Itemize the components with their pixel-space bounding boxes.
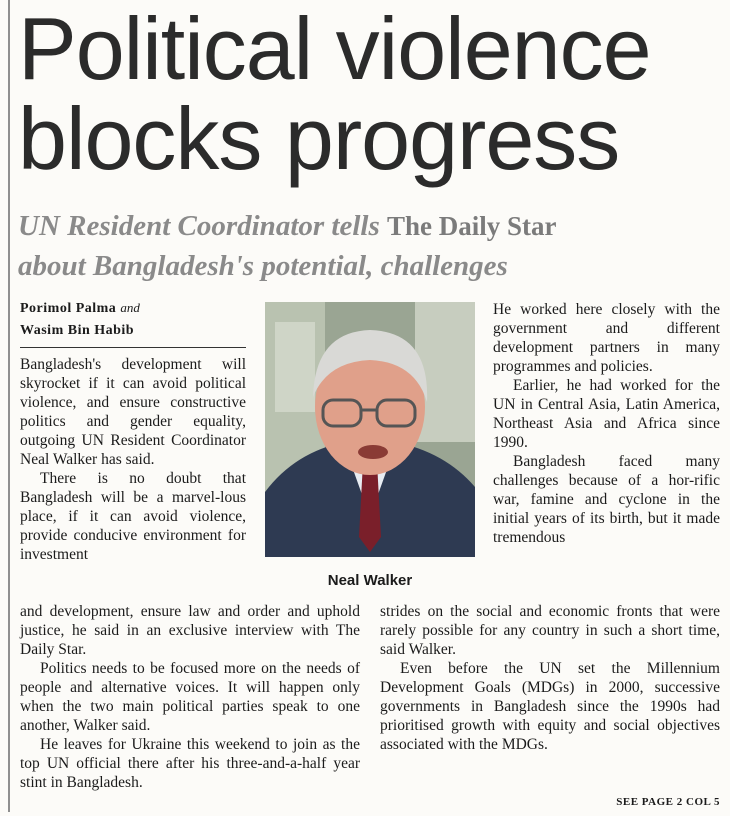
article-paragraph: Even before the UN set the Millennium Development Goals (MDGs) in 2000, successive governments in Bangladesh since the 1990s had prioritised growth with equity and social objectives associated with the MDGs. <box>380 660 720 753</box>
article-paragraph: and development, ensure law and order and uphold justice, he said in an exclusive interview with The Daily Star. <box>20 603 360 658</box>
article-paragraph: Bangladesh's development will skyrocket if it can avoid political violence, and ensure constructive politics and gender equality, outgoing UN Resident Coordinator Neal Walker has said. <box>20 356 246 468</box>
article-column-1-lower <box>20 602 360 792</box>
portrait-illustration <box>265 302 475 557</box>
daily-star-masthead-logo: The Daily Star <box>387 211 557 241</box>
byline-author-2: Wasim Bin Habib <box>20 323 135 338</box>
article-paragraph: He worked here closely with the government and different development partners in many programmes and policies. <box>493 301 720 375</box>
subheadline-part-1: UN Resident Coordinator tells <box>18 210 380 242</box>
subheadline-part-2: about Bangladesh's potential, challenges <box>18 250 508 282</box>
headline-line-1: Political violence <box>18 0 651 98</box>
subheadline <box>18 206 728 286</box>
article-paragraph: Earlier, he had worked for the UN in Central Asia, Latin America, Northeast Asia and Africa since 1990. <box>493 377 720 451</box>
article-paragraph: There is no doubt that Bangladesh will be a marvel-lous place, if it can avoid violence, provide conducive environment for investment <box>20 470 246 563</box>
photo-caption: Neal Walker <box>327 572 413 589</box>
column-rule <box>8 0 10 812</box>
portrait-photo <box>265 302 475 557</box>
article-paragraph: Politics needs to be focused more on the needs of people and alternative voices. It will happen only when the two main political parties speak to one another, Walker said. <box>20 660 360 734</box>
byline <box>20 297 246 348</box>
article-column-3 <box>493 300 720 547</box>
article-column-1 <box>20 355 246 564</box>
article-column-2-lower <box>380 602 720 754</box>
jump-line: SEE PAGE 2 COL 5 <box>616 796 720 808</box>
headline <box>18 0 728 188</box>
article-paragraph: He leaves for Ukraine this weekend to join as the top UN official there after his three-and-a-half year stint in Bangladesh. <box>20 736 360 791</box>
byline-author-1: Porimol Palma <box>20 301 117 316</box>
headline-line-2: blocks progress <box>18 89 620 188</box>
article-paragraph: Bangladesh faced many challenges because of a hor-rific war, famine and cyclone in the initial years of its birth, but it made tremendous <box>493 453 720 546</box>
byline-connector: and <box>120 300 140 315</box>
article-paragraph: strides on the social and economic fronts that were rarely possible for any country in such a short time, said Walker. <box>380 603 720 658</box>
